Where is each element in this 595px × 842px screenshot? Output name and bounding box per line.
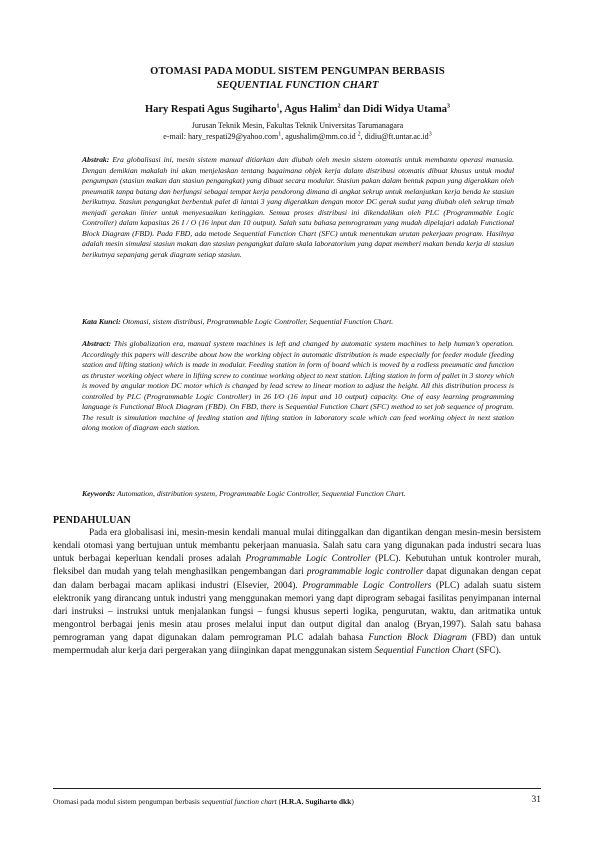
author-2-affil: 2 bbox=[337, 103, 341, 110]
author-3-affil: 3 bbox=[447, 103, 451, 110]
body-text-run: (PLC) adalah suatu sistem elektronik yang dirancang untuk industri yang menggunakan memori yang dapt diprogram sebagai fasilitas penyimpanan internal dari instruksi – instruksi untuk menjalankan fungsi – fungsi khusus seperti logika, pengurutan, waktu, dan aritmatika untuk mengontrol berbagai jenis mesin atau proses melalui input dan output digital dan analog (Bryan,1997). Salah satu bahasa pemrograman yang dapat digunakan dalam pemrograman PLC adalah bahasa bbox=[53, 580, 541, 644]
abstract-indonesian bbox=[82, 155, 514, 305]
section-heading: PENDAHULUAN bbox=[53, 515, 131, 526]
email-3-sup: 3 bbox=[428, 131, 432, 138]
body-text-run: (PLC). Kebutuhan untuk kontroler murah, fleksibel dan mudah yang telah menghasilkan pengembangan dari bbox=[53, 554, 541, 578]
email-3: , didiu@ft.untar.ac.id bbox=[360, 132, 429, 141]
body-text-run: dapat digunakan dengan cepat dan dalam berbagai macam aplikasi industri (Elsevier, 2004). bbox=[53, 567, 541, 591]
keywords-indonesian bbox=[82, 317, 514, 328]
affiliation: Jurusan Teknik Mesin, Fakultas Teknik Universitas Tarumanagara bbox=[191, 121, 404, 130]
body-italic-term: Programmable Logic Controller bbox=[245, 554, 371, 565]
footer-paren-close: ) bbox=[351, 797, 354, 806]
email-1: e-mail: hary_respati29@yahoo.com bbox=[163, 132, 279, 141]
footer-text: Otomasi pada modul sistem pengumpan berbasis bbox=[53, 797, 202, 806]
footer-rule bbox=[53, 788, 541, 789]
body-italic-term: Function Block Diagram bbox=[368, 633, 467, 644]
author-separator: , bbox=[279, 104, 285, 115]
paper-title-line1: OTOMASI PADA MODUL SISTEM PENGUMPAN BERBASIS bbox=[150, 66, 445, 77]
page-number: 31 bbox=[531, 795, 541, 805]
keywords-english-text: Automation, distribution system, Programmable Logic Controller, Sequential Function Chart. bbox=[115, 489, 406, 498]
body-text-run: Pada era globalisasi ini, mesin-mesin kendali manual mulai ditinggalkan dan digantikan dengan mesin-mesin bersistem kendali otomasi yang bertujuan untuk membantu pekerjaan manuasia. Salah satu cara yang digunakan pada industri secara luas untuk berbagai keperluan kendali proses adalah bbox=[53, 528, 541, 565]
body-italic-term: programmable logic controller bbox=[306, 567, 424, 578]
abstract-english-text: This globalization era, manual system machines is left and changed by automatic system machines to help human’s operation. Accordingly this papers will describe about how the working object in automatic distribution is made especially for feeder module (feeding station and lifting station) which is made in modular. Feeding station in form of board which is moved by a rodless pneumatic and function as thruster working object where in lifting screw to continue working object to next station. Lifting station in form of pallet in 3 storey which is moved by angular motion DC motor which is changed by lead screw to linear motion to adjust the height. All this distribution process is controlled by PLC (Programmable Logic Controller) in 26 I/O (16 input and 10 output) capacity. One of easy learning programming language is Functional Block Diagram (FBD). On FBD, there is Sequential Function Chart (SFC) method to set job sequence of program. The result is simulation machine of feeding station and lifting station in laboratory scale which can feed working object in next station along motion of diagram each station. bbox=[82, 339, 514, 432]
author-3: Didi Widya Utama bbox=[362, 104, 448, 115]
keywords-english bbox=[82, 489, 514, 500]
running-footer bbox=[53, 797, 354, 806]
author-1-affil: 1 bbox=[276, 103, 280, 110]
body-text-run: (SFC). bbox=[473, 646, 502, 657]
abstract-indonesian-label: Abstrak: bbox=[82, 155, 110, 164]
footer-paren-open: ( bbox=[276, 797, 282, 806]
author-1: Hary Respati Agus Sugiharto bbox=[144, 104, 277, 115]
body-italic-term: Programmable Logic Controllers bbox=[302, 580, 432, 591]
paper-title-line2: SEQUENTIAL FUNCTION CHART bbox=[216, 80, 379, 91]
keywords-indonesian-text: Otomasi, sistem distribusi, Programmable Logic Controller, Sequential Function Chart. bbox=[120, 317, 394, 326]
body-italic-term: Sequential Function Chart bbox=[374, 646, 474, 657]
keywords-indonesian-label: Kata Kunci: bbox=[82, 317, 121, 326]
abstract-indonesian-text: Era globalisasi ini, mesin sistem manual ditiarkan dan diubah oleh mesin sistem otomatis untuk membantu operasi manusia. Dengan demikian makalah ini akan menjelaskan tentang bagaimana objek kerja dalam distribusi otomatis dibuat khusus untuk modul pengumpan (stasiun makan dan stasiun pengangkat) yang dibuat secara modular. Stasiun pakan dalam bentuk papan yang digerakkan oleh pneumatik tanpa batang dan berfungsi sebagai tempat kerja pendorong dimana di angkat sekrup untuk melanjutkan kerja benda ke stasiun berikutnya. Stasiun pengangkat berbentuk palet di lantai 3 yang digerakkan dengan motor DC gerak sudut yang diubah oleh sekrup timah menjadi gerakan linier untuk menyesuaikan ketinggian. Semua proses distribusi ini dikendalikan oleh PLC (Programmable Logic Controller) dalam kapasitas 26 I / O (16 input dan 10 output). Salah satu bahasa pemrograman yang mudah dipelajari adalah Functional Block Diagram (FBD). Pada FBD, ada metode Sequential Function Chart (SFC) untuk menentukan urutan pekerjaan program. Hasilnya adalah mesin simulasi stasiun makan dan stasiun pengangkat dalam skala laboratorium yang dapat memberi makan benda kerja di stasiun berikutnya sepanjang gerak diagram setiap stasiun. bbox=[82, 155, 514, 259]
author-2: Agus Halim bbox=[284, 104, 338, 115]
abstract-english-label: Abstract: bbox=[82, 339, 112, 348]
body-text-run: (FBD) dan untuk mempermudah alur kerja dari pergerakan yang diinginkan dapat menggunakan sistem bbox=[53, 633, 541, 657]
section-body bbox=[53, 527, 541, 659]
footer-italic: sequential function chart bbox=[201, 797, 277, 806]
email-2-sup: 2 bbox=[357, 131, 361, 138]
author-separator: dan bbox=[340, 104, 363, 115]
email-1-sup: 1 bbox=[278, 131, 282, 138]
email-2: , agushalim@mm.co.id bbox=[281, 132, 358, 141]
footer-authors: H.R.A. Sugiharto dkk bbox=[281, 797, 352, 806]
author-list bbox=[0, 104, 595, 115]
abstract-english bbox=[82, 339, 514, 477]
keywords-english-label: Keywords: bbox=[82, 489, 116, 498]
email-line bbox=[0, 132, 595, 141]
